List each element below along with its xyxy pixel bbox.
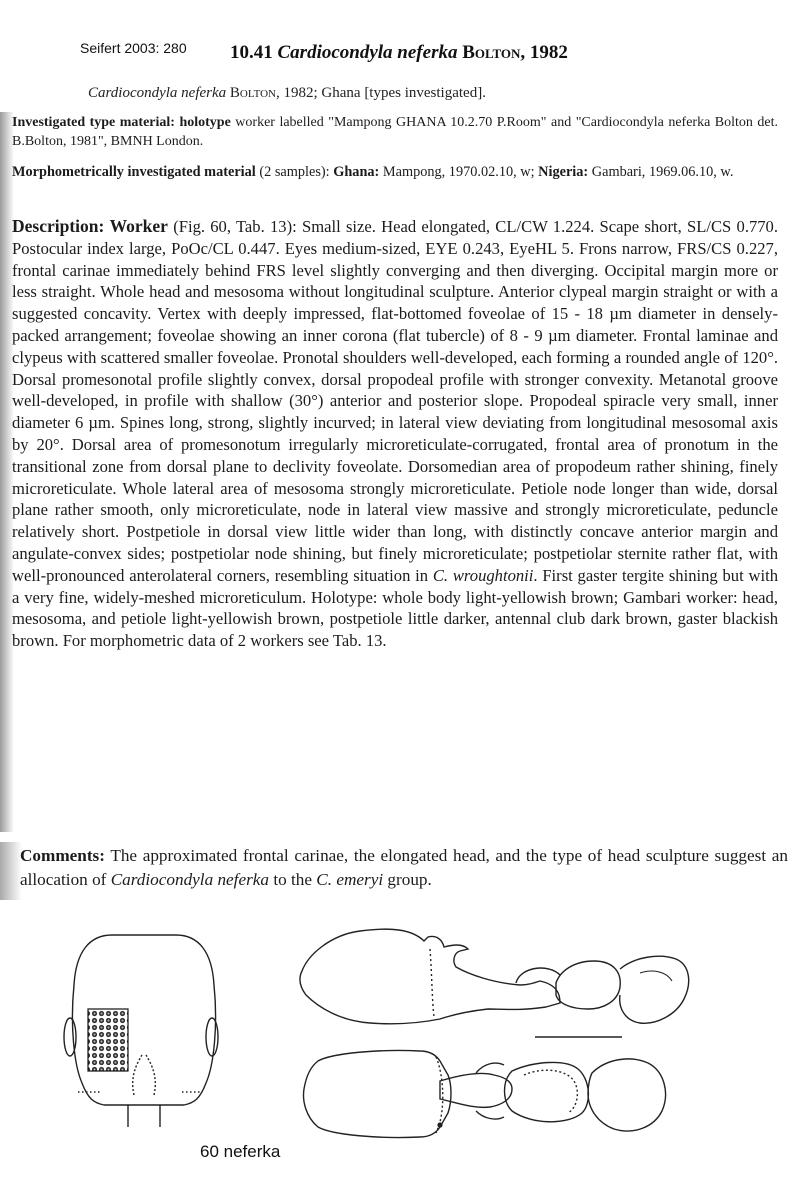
description-text-1: (Fig. 60, Tab. 13): Small size. Head elongated, CL/CW 1.224. Scape short, SL/CS 0.770. Postocular index large, PoOc/CL 0.447. Eyes medium-sized, EYE 0.243, EyeHL 5. Frons narrow, FRS/CS 0.227, frontal carinae immediately behind FRS level slightly converging and then diverging. Occipital margin more or less straight. Whole head and mesosoma without longitudinal sculpture. Anterior clypeal margin straight or with a suggested concavity. Vertex with deeply impressed, flat-bottomed foveolae of 15 - 18 µm diameter in densely-packed arrangement; foveolae showing an inner corona (flat tubercle) of 8 - 9 µm diameter. Frontal laminae and clypeus with scattered smaller foveolae. Pronotal shoulders well-developed, each forming a rounded angle of 120°. Dorsal promesonotal profile slightly convex, dorsal propodeal profile with stronger convexity. Metanotal groove well-developed, in profile with shallow (30°) anterior and posterior slope. Propodeal spiracle very small, inner diameter 6 µm. Spines long, strong, slightly incurved; in lateral view deviating from longitudinal mesosomal axis by 20°. Dorsal area of promesonotum irregularly microreticulate-corrugated, frontal area of pronotum in the transitional zone from dorsal plane to declivity foveolate. Dorsomedian area of propodeum rather shining, finely microreticulate. Whole lateral area of mesosoma strongly microreticulate. Petiole node longer than wide, dorsal plane rather smooth, only microreticulate, node in lateral view massive and strongly microreticulate, peduncle relatively short. Postpetiole in dorsal view little wider than long, with distinctly concave anterior margin and angulate-convex sides; postpetiolar node shining, but finely microreticulate; postpetiolar sternite rather flat, with well-pronounced anterolateral corners, resembling situation in <box>12 217 779 585</box>
description-label: Description: <box>12 216 105 236</box>
dorsal-view-drawing <box>304 1050 666 1137</box>
comments-text-1: The approximated frontal carinae, the elongated head, and the type of head sculpture suggest an allocation of <box>20 846 788 889</box>
comments-label: Comments: <box>20 846 105 865</box>
petiole-lateral <box>516 968 560 983</box>
species-author: Bolton <box>462 42 521 63</box>
gaster-lateral <box>620 956 689 1023</box>
clypeal-margin <box>128 1105 160 1127</box>
head-frontal-drawing <box>64 935 218 1127</box>
comments-text-2: to the <box>269 870 317 889</box>
ghana-text: Mampong, 1970.02.10, w; <box>379 164 539 180</box>
right-eye <box>206 1018 218 1056</box>
morphometric-label: Morphometrically investigated material <box>12 164 256 180</box>
page-citation: Seifert 2003: 280 <box>80 40 187 56</box>
figure-60-drawings <box>0 905 791 1189</box>
section-title <box>230 42 568 64</box>
left-eye <box>64 1018 76 1056</box>
mesosoma-lateral-drawing <box>300 929 689 1024</box>
postpetiole-dorsal-inner <box>524 1070 577 1113</box>
head-sculpture-inset <box>88 1009 128 1071</box>
postpetiole-lateral <box>556 961 620 1009</box>
gaster-lateral-inner <box>640 971 672 981</box>
mesosoma-dorsal-outline <box>304 1050 451 1137</box>
postpetiole-dorsal <box>505 1062 589 1121</box>
scan-edge-shadow-comments <box>0 842 22 900</box>
ghana-label: Ghana: <box>333 164 380 180</box>
holotype-label: holotype <box>179 115 231 130</box>
spiracle-dot <box>437 1122 442 1127</box>
frontal-carina-left <box>133 1055 142 1095</box>
morphometric-paragraph <box>12 162 778 182</box>
frontal-carina-right <box>146 1055 155 1095</box>
type-material-text: worker labelled "Mampong GHANA 10.2.70 P.Room" and "Cardiocondyla neferka Bolton det. B.Bolton, 1981", BMNH London. <box>12 115 779 149</box>
comments-paragraph <box>20 844 788 892</box>
species-year: , 1982 <box>520 42 568 63</box>
morphometric-count: (2 samples): <box>255 164 334 180</box>
synonym-name: Cardiocondyla neferka <box>88 85 227 101</box>
nigeria-label: Nigeria: <box>538 164 589 180</box>
spine-left <box>476 1063 504 1073</box>
species-name: Cardiocondyla neferka <box>277 42 458 63</box>
section-number: 10.41 <box>230 42 273 63</box>
suture-dashes <box>430 949 434 1017</box>
spine-right <box>476 1111 504 1119</box>
figure-caption: 60 neferka <box>200 1142 281 1161</box>
synonym-rest: , 1982; Ghana [types investigated]. <box>276 85 486 101</box>
comments-group-species: C. emeryi <box>316 870 384 889</box>
comments-species: Cardiocondyla neferka <box>110 870 270 889</box>
gaster-dorsal <box>588 1059 666 1131</box>
description-paragraph <box>12 216 778 652</box>
description-text-2: . First gaster tergite shining but with a very fine, widely-meshed microreticulum. Holotype: whole body light-yellowish brown; Gambari worker: head, mesosoma, and petiole light-yellowish brown, postpetiole little darker, antennal club dark brown, gaster blackish brown. For morphometric data of 2 workers see Tab. 13. <box>12 565 778 651</box>
comments-text-3: group. <box>383 870 432 889</box>
description-ref-species: C. wroughtonii <box>432 565 534 585</box>
synonym-author: Bolton <box>229 85 276 101</box>
description-caste: Worker <box>109 216 168 236</box>
type-material-paragraph <box>12 113 778 151</box>
nigeria-text: Gambari, 1969.06.10, w. <box>588 164 734 180</box>
synonym-line <box>88 85 486 102</box>
mesosoma-lateral-outline <box>300 929 560 1024</box>
type-material-label: Investigated type material: <box>12 115 175 130</box>
